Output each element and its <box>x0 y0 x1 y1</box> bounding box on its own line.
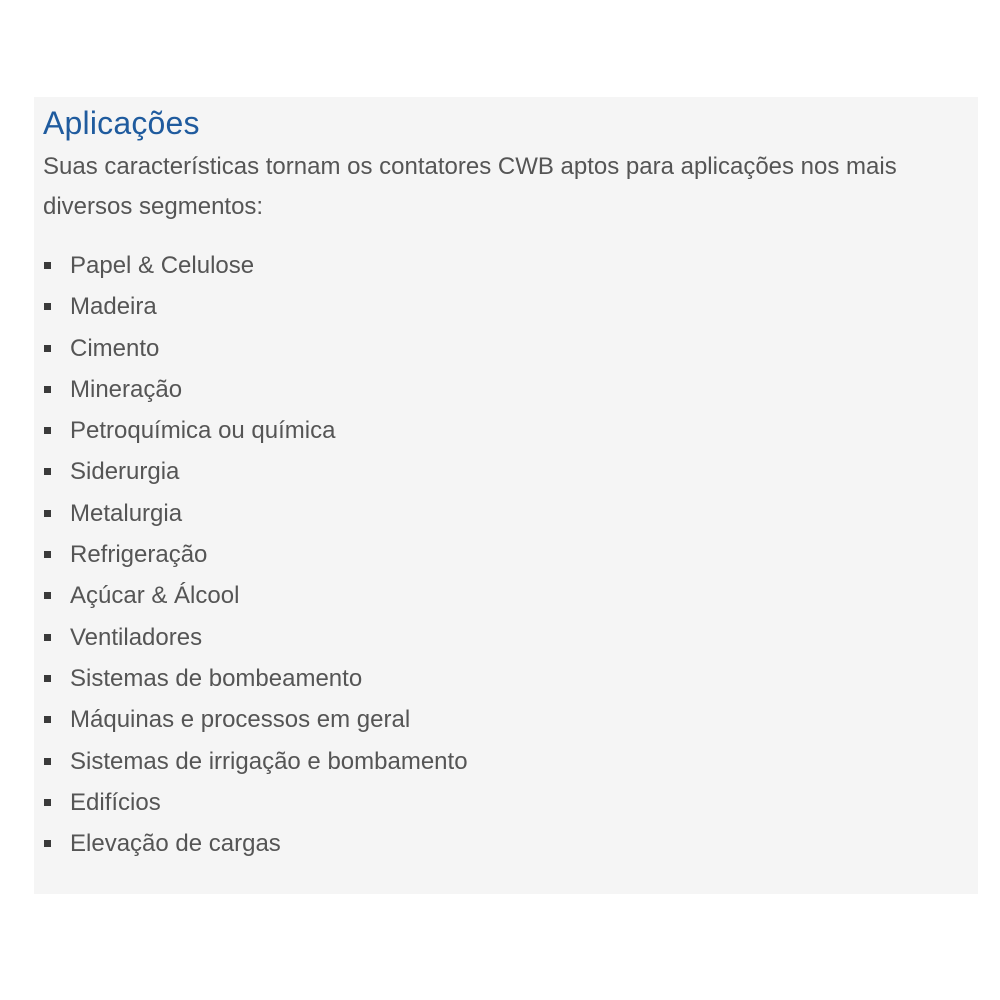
square-bullet-icon <box>44 262 51 269</box>
square-bullet-icon <box>44 468 51 475</box>
list-item <box>43 534 978 575</box>
list-item-label: Elevação de cargas <box>70 830 281 858</box>
square-bullet-icon <box>44 386 51 393</box>
list-item-label: Máquinas e processos em geral <box>70 706 411 734</box>
list-item <box>43 286 978 327</box>
list-item <box>43 699 978 740</box>
list-item-label: Petroquímica ou química <box>70 417 336 445</box>
square-bullet-icon <box>44 758 51 765</box>
list-item <box>43 741 978 782</box>
list-item-label: Açúcar & Álcool <box>70 582 240 610</box>
list-item-label: Sistemas de irrigação e bombamento <box>70 747 468 775</box>
list-item <box>43 451 978 492</box>
square-bullet-icon <box>44 592 51 599</box>
list-item <box>43 617 978 658</box>
list-item-label: Siderurgia <box>70 458 180 486</box>
square-bullet-icon <box>44 551 51 558</box>
list-item-label: Papel & Celulose <box>70 252 255 279</box>
square-bullet-icon <box>44 510 51 517</box>
square-bullet-icon <box>44 716 51 723</box>
intro-paragraph: Suas características tornam os contatores CWB aptos para aplicações nos mais diversos segmentos: <box>43 153 897 220</box>
applications-list <box>43 245 978 864</box>
list-item <box>43 658 978 699</box>
list-item <box>43 369 978 410</box>
square-bullet-icon <box>44 840 51 847</box>
list-item-label: Ventiladores <box>70 623 203 651</box>
list-item-label: Madeira <box>70 293 157 321</box>
list-item-label: Refrigeração <box>70 541 208 569</box>
list-item <box>43 328 978 369</box>
square-bullet-icon <box>44 799 51 806</box>
list-item <box>43 782 978 823</box>
square-bullet-icon <box>44 427 51 434</box>
square-bullet-icon <box>44 303 51 310</box>
list-item-label: Sistemas de bombeamento <box>70 664 363 692</box>
square-bullet-icon <box>44 675 51 682</box>
list-item <box>43 245 978 286</box>
list-item-label: Cimento <box>70 334 160 362</box>
list-item <box>43 493 978 534</box>
square-bullet-icon <box>44 345 51 352</box>
list-item-label: Mineração <box>70 375 183 403</box>
section-title: Aplicações <box>43 105 200 141</box>
list-item <box>43 410 978 451</box>
list-item <box>43 823 978 864</box>
applications-panel <box>34 97 978 894</box>
list-item-label: Metalurgia <box>70 499 183 527</box>
square-bullet-icon <box>44 634 51 641</box>
list-item <box>43 575 978 616</box>
list-item-label: Edifícios <box>70 788 161 816</box>
